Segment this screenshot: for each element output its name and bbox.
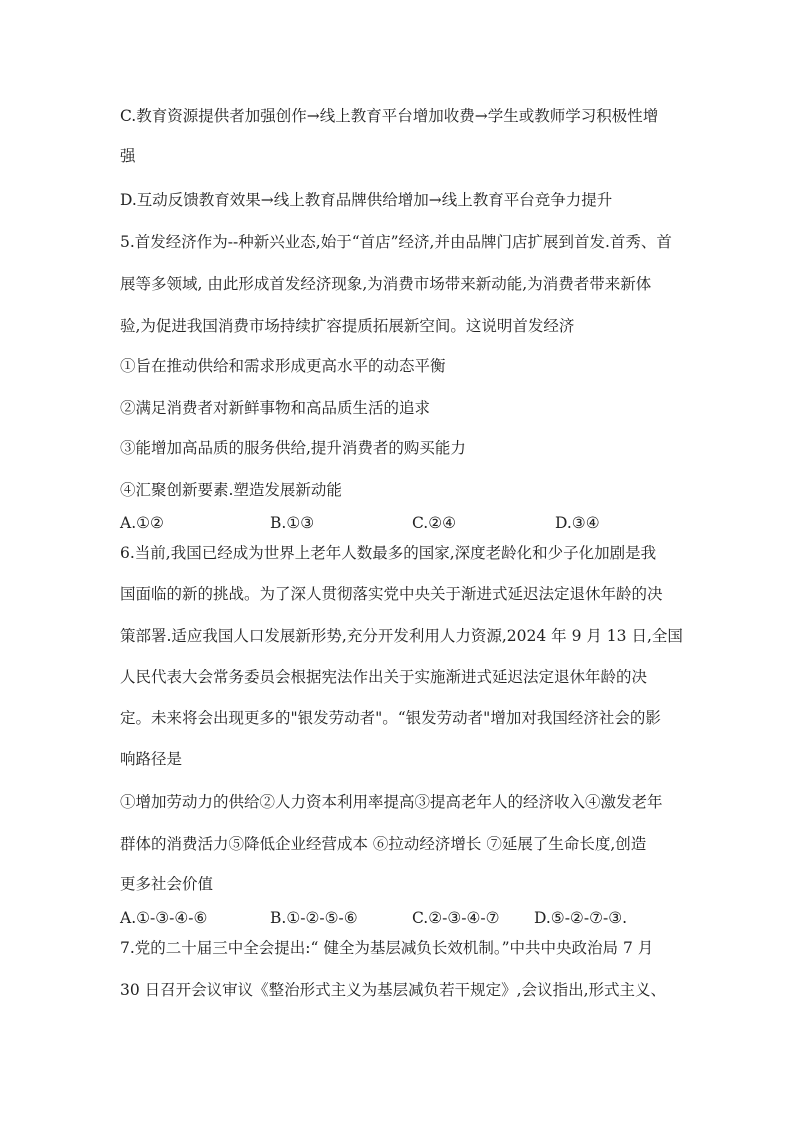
q6-stem-line2: 国面临的新的挑战。为了深人贯彻落实党中央关于渐进式延迟法定退休年龄的决 <box>120 585 663 603</box>
q7-stem-line2: 30 日召开会议审议《整治形式主义为基层减负若干规定》,会议指出,形式主义、 <box>120 981 667 999</box>
q6-stem-line4: 人民代表大会常务委员会根据宪法作出关于实施渐进式延迟法定退休年龄的决 <box>120 668 648 686</box>
q5-option-a: A.①② <box>120 514 164 532</box>
q5-item-4: ④汇聚创新要素.塑造发展新动能 <box>120 481 342 499</box>
q6-option-c: C.②-③-④-⑦ <box>412 909 500 927</box>
q4-option-d: D.互动反馈教育效果→线上教育品牌供给增加→线上教育平台竞争力提升 <box>120 191 613 209</box>
q6-items-line1: ①增加劳动力的供给②人力资本利用率提高③提高老年人的经济收入④激发老年 <box>120 793 663 811</box>
q7-stem-line1: 7.党的二十届三中全会提出:“ 健全为基层减负长效机制。”中共中央政治局 7 月 <box>120 939 654 957</box>
q6-stem-line1: 6.当前,我国已经成为世界上老年人数最多的国家,深度老龄化和少子化加剧是我 <box>120 544 657 562</box>
q4-option-c-line2: 强 <box>120 147 136 165</box>
q5-item-1: ①旨在推动供给和需求形成更高水平的动态平衡 <box>120 357 446 375</box>
q6-stem-line5: 定。未来将会出现更多的"银发劳动者"。“银发劳动者"增加对我国经济社会的影 <box>120 709 661 727</box>
q5-item-2: ②满足消费者对新鲜事物和高品质生活的追求 <box>120 399 431 417</box>
q5-option-d: D.③④ <box>555 514 600 532</box>
q6-option-a: A.①-③-④-⑥ <box>120 909 208 927</box>
q5-stem-line2: 展等多领域, 由此形成首发经济现象,为消费市场带来新动能,为消费者带来新体 <box>120 275 652 293</box>
q5-option-b: B.①③ <box>270 514 315 532</box>
q6-stem-line6: 响路径是 <box>120 750 183 768</box>
q6-stem-line3: 策部署.适应我国人口发展新形势,充分开发利用人力资源,2024 年 9 月 13 日,全国 <box>120 627 683 645</box>
q5-item-3: ③能增加高品质的服务供给,提升消费者的购买能力 <box>120 439 466 457</box>
q5-stem-line1: 5.首发经济作为--种新兴业态,始于“首店”经济,并由品牌门店扩展到首发.首秀、首 <box>120 233 672 251</box>
q6-items-line2: 群体的消费活力⑤降低企业经营成本 ⑥拉动经济增长 ⑦延展了生命长度,创造 <box>120 835 647 853</box>
q6-items-line3: 更多社会价值 <box>120 875 214 893</box>
q5-option-c: C.②④ <box>412 514 457 532</box>
q6-option-d: D.⑤-②-⑦-③. <box>534 909 628 927</box>
q6-option-b: B.①-②-⑤-⑥ <box>270 909 358 927</box>
q5-stem-line3: 验,为促进我国消费市场持续扩容提质拓展新空间。这说明首发经济 <box>120 317 575 335</box>
q4-option-c-line1: C.教育资源提供者加强创作→线上教育平台增加收费→学生或教师学习积极性增 <box>120 107 659 125</box>
